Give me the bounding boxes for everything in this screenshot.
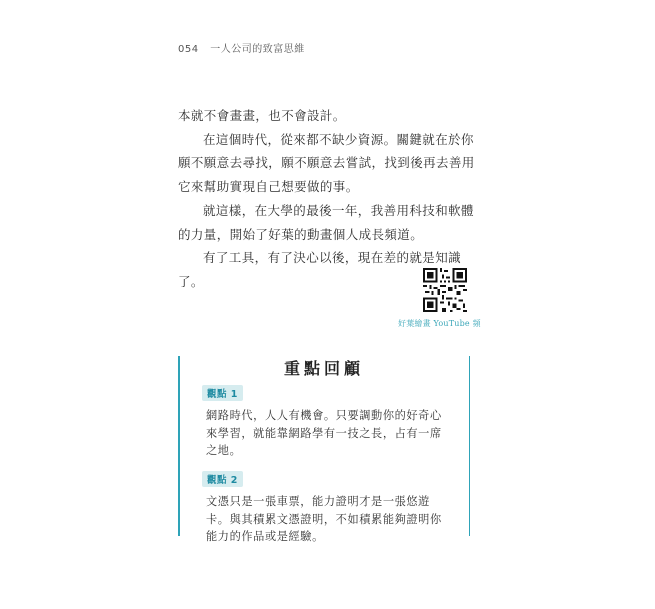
review-box-left-rule bbox=[178, 356, 180, 536]
point-2-badge: 觀點 2 bbox=[202, 471, 243, 487]
qr-caption: 好葉繪畫 YouTube 頻 bbox=[398, 319, 481, 328]
paragraph-1: 本就不會畫畫，也不會設計。 bbox=[178, 108, 346, 123]
review-box bbox=[178, 356, 470, 543]
paragraph-2: 在這個時代，從來都不缺少資源。關鍵就在於你願不願意去尋找，願不願意去嘗試，找到後再去善用它來幫助實現自己想要做的事。 bbox=[178, 131, 475, 195]
review-point-2 bbox=[202, 468, 452, 546]
paragraph-3: 就這樣，在大學的最後一年，我善用科技和軟體的力量，開始了好葉的動畫個人成長頻道。 bbox=[178, 202, 474, 242]
point-2-text: 文憑只是一張車票，能力證明才是一張悠遊卡。與其積累文憑證明，不如積累能夠證明你能力的作品或是經驗。 bbox=[206, 495, 442, 543]
book-title: 一人公司的致富思維 bbox=[210, 44, 305, 55]
review-box-right-rule bbox=[469, 356, 471, 536]
body-text bbox=[178, 104, 478, 294]
paragraph-4: 有了工具，有了決心以後，現在差的就是知識了。 bbox=[178, 250, 462, 289]
review-title: 重點回顧 bbox=[283, 359, 364, 378]
running-head bbox=[178, 40, 305, 55]
review-point-1 bbox=[202, 382, 452, 460]
page-number: 054 bbox=[178, 44, 199, 55]
point-1-badge: 觀點 1 bbox=[202, 385, 243, 401]
qr-code-icon[interactable] bbox=[423, 268, 467, 312]
point-1-text: 網路時代，人人有機會。只要調動你的好奇心來學習，就能靠網路學有一技之長，占有一席之地。 bbox=[206, 409, 442, 457]
